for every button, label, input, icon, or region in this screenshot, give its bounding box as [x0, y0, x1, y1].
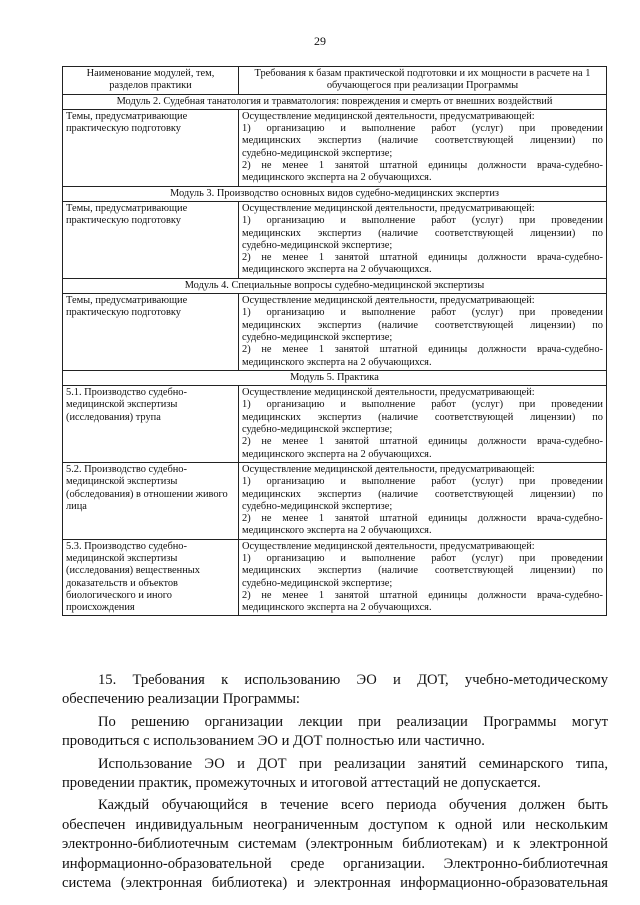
- topic-cell: Темы, предусматривающие практическую подготовку: [63, 294, 239, 371]
- requirement-line: медицинского эксперта на 2 обучающихся.: [242, 264, 432, 276]
- requirement-line: 1) организацию и выполнение работ (услуг) при проведении: [242, 307, 603, 319]
- requirements-cell: [239, 462, 607, 539]
- body-text: [62, 671, 608, 896]
- requirement-line: Осуществление медицинской деятельности, предусматривающей:: [242, 295, 535, 307]
- requirement-line: медицинского эксперта на 2 обучающихся.: [242, 602, 432, 614]
- requirement-line: медицинского эксперта на 2 обучающихся.: [242, 356, 432, 368]
- requirement-line: 1) организацию и выполнение работ (услуг) при проведении: [242, 476, 603, 488]
- requirement-line: судебно-медицинской экспертизе;: [242, 331, 393, 343]
- module-title: Модуль 3. Производство основных видов судебно-медицинских экспертиз: [63, 186, 607, 201]
- requirement-line: Осуществление медицинской деятельности, предусматривающей:: [242, 110, 535, 122]
- topic-cell: Темы, предусматривающие практическую подготовку: [63, 109, 239, 186]
- requirement-line: 1) организацию и выполнение работ (услуг) при проведении: [242, 123, 603, 135]
- requirements-cell: [239, 109, 607, 186]
- requirements-table: [62, 66, 607, 616]
- requirement-line: 2) не менее 1 занятой штатной единицы должности врача-судебно-: [242, 160, 603, 172]
- table-row: [63, 539, 607, 616]
- table-row: [63, 294, 607, 371]
- requirement-line: медицинского эксперта на 2 обучающихся.: [242, 172, 432, 184]
- header-requirements: Требования к базам практической подготовки и их мощности в расчете на 1 обучающегося при реализации Программы: [239, 67, 607, 95]
- requirement-line: Осуществление медицинской деятельности, предусматривающей:: [242, 463, 535, 475]
- header-modules: Наименование модулей, тем, разделов практики: [63, 67, 239, 95]
- table-body: [63, 94, 607, 616]
- page-number: 29: [314, 34, 326, 48]
- requirement-line: 2) не менее 1 занятой штатной единицы должности врача-судебно-: [242, 436, 603, 448]
- table-header-row: [63, 67, 607, 95]
- requirement-line: медицинских экспертиз (наличие соответствующей лицензии) по: [242, 411, 603, 423]
- topic-cell: Темы, предусматривающие практическую подготовку: [63, 201, 239, 278]
- table-row: [63, 109, 607, 186]
- requirements-cell: [239, 294, 607, 371]
- requirement-line: Осуществление медицинской деятельности, предусматривающей:: [242, 387, 535, 399]
- requirements-cell: [239, 386, 607, 463]
- requirement-line: медицинского эксперта на 2 обучающихся.: [242, 448, 432, 460]
- requirement-line: медицинских экспертиз (наличие соответствующей лицензии) по: [242, 565, 603, 577]
- module-title: Модуль 4. Специальные вопросы судебно-медицинской экспертизы: [63, 278, 607, 293]
- paragraph-lectures: По решению организации лекции при реализации Программы могут проводиться с использованием ЭО и ДОТ полностью или частично.: [62, 713, 608, 750]
- module-title: Модуль 2. Судебная танатология и травматология: повреждения и смерть от внешних воздействий: [63, 94, 607, 109]
- requirement-line: судебно-медицинской экспертизе;: [242, 500, 393, 512]
- requirement-line: 1) организацию и выполнение работ (услуг) при проведении: [242, 552, 603, 564]
- requirement-line: медицинских экспертиз (наличие соответствующей лицензии) по: [242, 135, 603, 147]
- module-row: [63, 278, 607, 293]
- topic-cell: 5.2. Производство судебно-медицинской экспертизы (обследования) в отношении живого лица: [63, 462, 239, 539]
- requirement-line: Осуществление медицинской деятельности, предусматривающей:: [242, 202, 535, 214]
- topic-cell: 5.3. Производство судебно-медицинской экспертизы (исследования) вещественных доказательств и объектов биологического и иного происхождения: [63, 539, 239, 616]
- paragraph-access: Каждый обучающийся в течение всего периода обучения должен быть обеспечен индивидуальным неограниченным доступом к одной или нескольким электронно-библиотечным системам (электронным библиотекам) и к электронной информационно-образовательной среде организации. Электронно-библиотечная система (электронная библиотека) и электронная информационно-образовательная: [62, 797, 608, 892]
- requirement-line: судебно-медицинской экспертизе;: [242, 424, 393, 436]
- requirement-line: 1) организацию и выполнение работ (услуг) при проведении: [242, 399, 603, 411]
- requirement-line: Осуществление медицинской деятельности, предусматривающей:: [242, 540, 535, 552]
- module-title: Модуль 5. Практика: [63, 370, 607, 385]
- table-row: [63, 386, 607, 463]
- module-row: [63, 94, 607, 109]
- topic-cell: 5.1. Производство судебно-медицинской экспертизы (исследования) трупа: [63, 386, 239, 463]
- requirement-line: 2) не менее 1 занятой штатной единицы должности врача-судебно-: [242, 589, 603, 601]
- paragraph-15-heading: 15. Требования к использованию ЭО и ДОТ, учебно-методическому обеспечению реализации Программы:: [62, 672, 608, 708]
- requirement-line: судебно-медицинской экспертизе;: [242, 147, 393, 159]
- requirement-line: судебно-медицинской экспертизе;: [242, 577, 393, 589]
- paragraph-seminars: Использование ЭО и ДОТ при реализации занятий семинарского типа, проведении практик, промежуточных и итоговой аттестаций не допускается.: [62, 755, 608, 792]
- requirement-line: судебно-медицинской экспертизе;: [242, 239, 393, 251]
- requirements-cell: [239, 539, 607, 616]
- requirement-line: 1) организацию и выполнение работ (услуг) при проведении: [242, 215, 603, 227]
- table-row: [63, 462, 607, 539]
- requirement-line: 2) не менее 1 занятой штатной единицы должности врача-судебно-: [242, 513, 603, 525]
- module-row: [63, 370, 607, 385]
- requirement-line: 2) не менее 1 занятой штатной единицы должности врача-судебно-: [242, 344, 603, 356]
- requirement-line: медицинских экспертиз (наличие соответствующей лицензии) по: [242, 319, 603, 331]
- requirement-line: медицинских экспертиз (наличие соответствующей лицензии) по: [242, 227, 603, 239]
- requirements-cell: [239, 201, 607, 278]
- requirement-line: медицинского эксперта на 2 обучающихся.: [242, 525, 432, 537]
- requirement-line: 2) не менее 1 занятой штатной единицы должности врача-судебно-: [242, 252, 603, 264]
- module-row: [63, 186, 607, 201]
- requirement-line: медицинских экспертиз (наличие соответствующей лицензии) по: [242, 488, 603, 500]
- table-row: [63, 201, 607, 278]
